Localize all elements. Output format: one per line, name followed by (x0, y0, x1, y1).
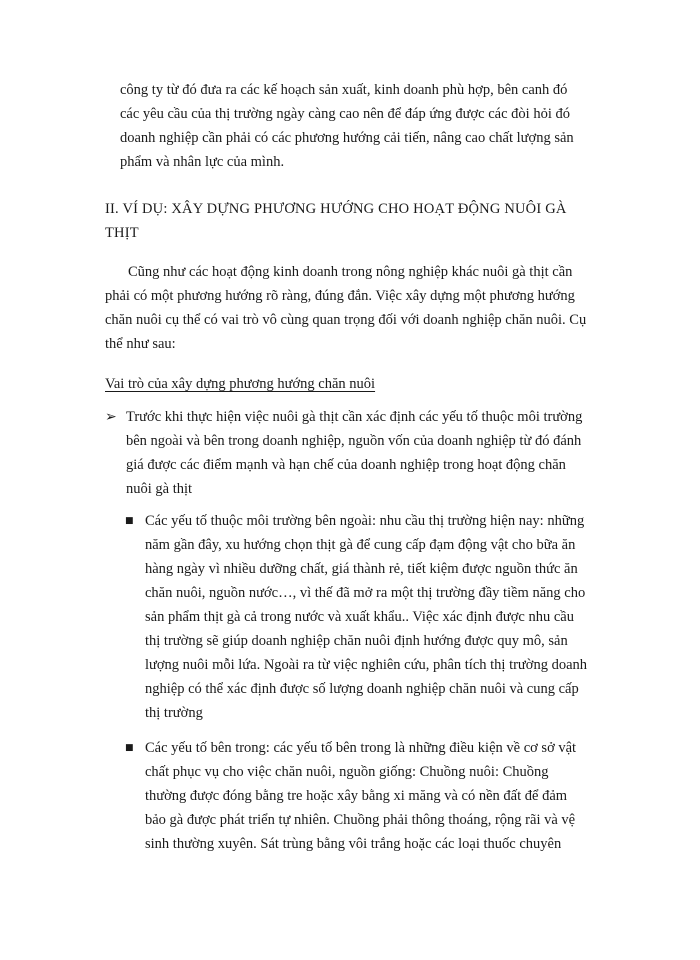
bullet-line: hàng ngày vì nhiều dưỡng chất, giá thành rẻ, tiết kiệm được nguồn thức ăn (145, 561, 578, 577)
bullet-line: Các yếu tố bên trong: các yếu tố bên trong là những điều kiện về cơ sở vật (145, 740, 577, 756)
bullet-line: thị trường sẽ giúp doanh nghiệp chăn nuôi định hướng được quy mô, sản (145, 633, 568, 649)
intro-line: công ty từ đó đưa ra các kế hoạch sản xuất, kinh doanh phù hợp, bên canh đó (120, 82, 568, 98)
square-bullet-icon: ■ (125, 516, 134, 526)
bullet-line: Trước khi thực hiện việc nuôi gà thịt cần xác định các yếu tố thuộc môi trường (126, 409, 583, 425)
bullet-item-internal-factors (125, 736, 625, 856)
bullet-item-external-factors (125, 509, 625, 725)
subheading: Vai trò của xây dựng phương hướng chăn nuôi (105, 376, 376, 392)
intro-line: các yêu cầu của thị trường ngày càng cao nên để đáp ứng được các đòi hỏi đó (120, 106, 570, 122)
section-heading-line: II. VÍ DỤ: XÂY DỰNG PHƯƠNG HƯỚNG CHO HOẠT ĐỘNG NUÔI GÀ (105, 201, 567, 217)
intro-line: doanh nghiệp cần phải có các phương hướng cải tiến, nâng cao chất lượng sản (120, 130, 574, 146)
bullet-line: chăn nuôi, nguồn nước…, vì thế đã mở ra một thị trường đầy tiềm năng cho (145, 585, 586, 601)
paragraph-line: phải có một phương hướng rõ ràng, đúng đắn. Việc xây dựng một phương hướng (105, 288, 575, 304)
bullet-line: thị trường (145, 705, 203, 721)
section-heading-line: THỊT (105, 225, 139, 241)
bullet-line: thường được đóng bằng tre hoặc xây bằng xi măng và có nền đất để đảm (145, 788, 568, 804)
bullet-line: sản phẩm thịt gà cả trong nước và xuất khẩu.. Việc xác định được nhu cầu (145, 609, 574, 625)
paragraph-line: chăn nuôi cụ thể có vai trò vô cùng quan trọng đối với doanh nghiệp chăn nuôi. Cụ (105, 312, 587, 328)
section-heading (105, 197, 625, 245)
bullet-line: Các yếu tố thuộc môi trường bên ngoài: nhu cầu thị trường hiện nay: những (145, 513, 585, 529)
bullet-line: bên ngoài và bên trong doanh nghiệp, nguồn vốn của doanh nghiệp từ đó đánh (126, 433, 582, 449)
bullet-line: nuôi gà thịt (126, 481, 193, 497)
bullet-text (145, 509, 625, 725)
paragraph-line: thể như sau: (105, 336, 176, 352)
bullet-text (145, 736, 625, 856)
square-bullet-icon: ■ (125, 743, 134, 753)
intro-line: phẩm và nhân lực của mình. (120, 154, 285, 170)
paragraph-line: Cũng như các hoạt động kinh doanh trong nông nghiệp khác nuôi gà thịt cần (128, 264, 573, 280)
body-paragraph (105, 260, 625, 356)
bullet-line: giá được các điểm mạnh và hạn chế của doanh nghiệp trong hoạt động chăn (126, 457, 566, 473)
bullet-line: chất phục vụ cho việc chăn nuôi, nguồn giống: Chuồng nuôi: Chuồng (145, 764, 549, 780)
intro-paragraph (120, 78, 625, 174)
bullet-line: lượng nuôi mỗi lứa. Ngoài ra từ việc nghiên cứu, phân tích thị trường doanh (145, 657, 588, 673)
bullet-text (126, 405, 625, 501)
bullet-item-level1 (105, 405, 625, 501)
bullet-line: năm gần đây, xu hướng chọn thịt gà để cung cấp đạm động vật cho bữa ăn (145, 537, 576, 553)
bullet-line: sinh thường xuyên. Sát trùng bằng vôi trắng hoặc các loại thuốc chuyên (145, 836, 562, 852)
bullet-line: nghiệp có thể xác định được số lượng doanh nghiệp chăn nuôi và cung cấp (145, 681, 579, 697)
bullet-line: bảo gà được phát triển tự nhiên. Chuồng phải thông thoáng, rộng rãi và vệ (145, 812, 576, 828)
arrow-bullet-icon: ➢ (105, 409, 117, 425)
